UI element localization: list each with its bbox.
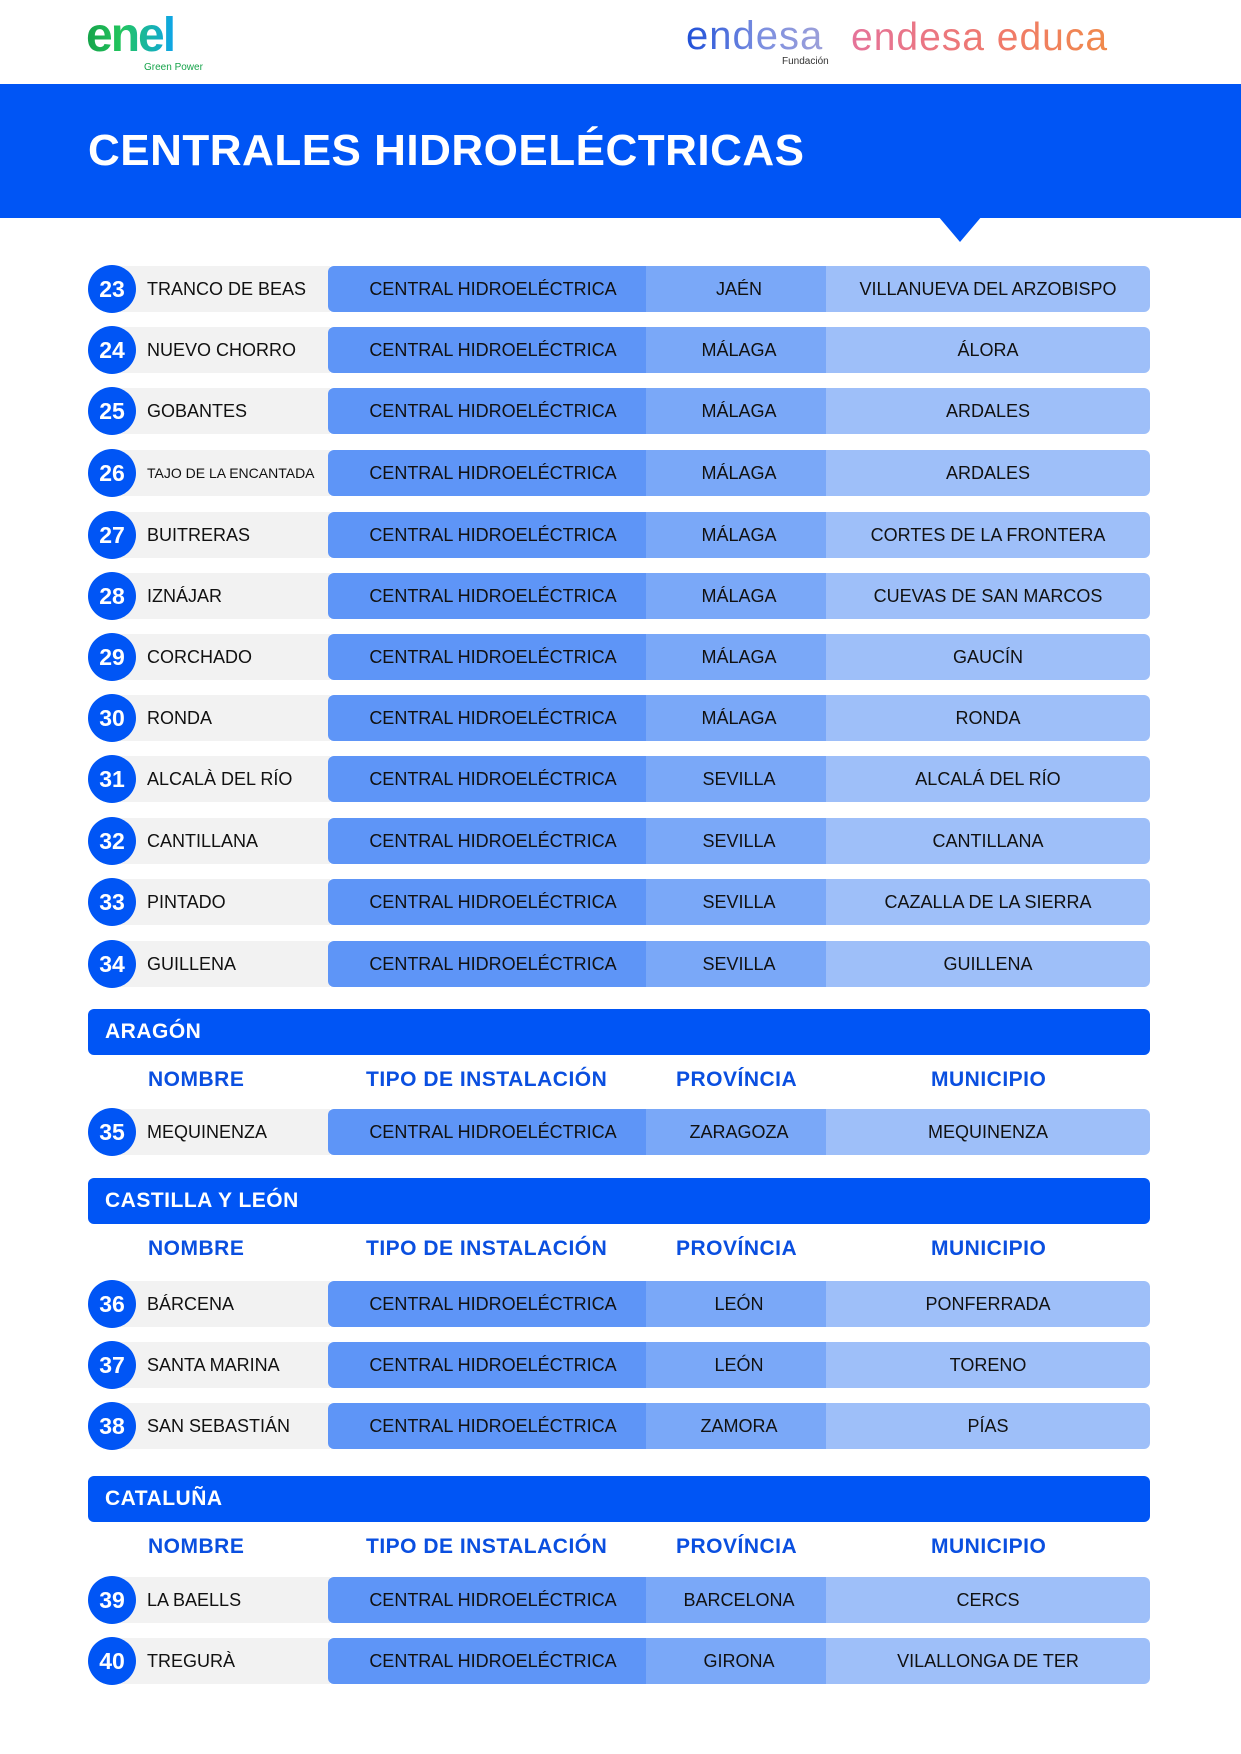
plant-name: SANTA MARINA [147,1355,280,1375]
column-header-type: TIPO DE INSTALACIÓN [366,1068,608,1091]
installation-type-cell: CENTRAL HIDROELÉCTRICA [328,756,658,802]
municipality-cell: PÍAS [826,1403,1150,1449]
row-number-badge: 24 [88,326,136,374]
municipality-cell: ARDALES [826,388,1150,434]
installation-type-cell: CENTRAL HIDROELÉCTRICA [328,450,658,496]
row-number-badge: 25 [88,387,136,435]
municipality-cell: VILLANUEVA DEL ARZOBISPO [826,266,1150,312]
installation-type-cell: CENTRAL HIDROELÉCTRICA [328,388,658,434]
endesa-logo-word: endesa [686,12,836,60]
table-row [88,512,1150,558]
installation-type-cell: CENTRAL HIDROELÉCTRICA [328,327,658,373]
endesa-fundacion-logo [686,12,836,72]
municipality-cell: ÁLORA [826,327,1150,373]
region-header: ARAGÓN [88,1009,1150,1055]
table-row [88,450,1150,496]
province-cell: MÁLAGA [646,512,832,558]
title-band-notch [938,216,982,242]
province-cell: JAÉN [646,266,832,312]
installation-type-cell: CENTRAL HIDROELÉCTRICA [328,1577,658,1623]
column-header-municipality: MUNICIPIO [931,1237,1047,1260]
column-headers [88,1234,1150,1264]
municipality-cell: CANTILLANA [826,818,1150,864]
row-number-badge: 31 [88,755,136,803]
column-header-municipality: MUNICIPIO [931,1535,1047,1558]
municipality-cell: PONFERRADA [826,1281,1150,1327]
installation-type-cell: CENTRAL HIDROELÉCTRICA [328,1109,658,1155]
province-cell: MÁLAGA [646,450,832,496]
province-cell: MÁLAGA [646,573,832,619]
row-number-badge: 37 [88,1341,136,1389]
row-number-badge: 29 [88,633,136,681]
column-header-name: NOMBRE [148,1237,245,1260]
plant-name: BÁRCENA [147,1294,235,1314]
region-header: CATALUÑA [88,1476,1150,1522]
province-cell: BARCELONA [646,1577,832,1623]
table-row [88,941,1150,987]
header-logos [0,0,1241,84]
installation-type-cell: CENTRAL HIDROELÉCTRICA [328,1403,658,1449]
municipality-cell: CERCS [826,1577,1150,1623]
plant-name: LA BAELLS [147,1590,242,1610]
column-header-province: PROVÍNCIA [676,1535,798,1558]
plant-name: ALCALÀ DEL RÍO [147,769,293,789]
plant-name: TRANCO DE BEAS [147,279,307,299]
endesa-educa-logo: endesa educa [851,14,1108,62]
row-number-badge: 39 [88,1576,136,1624]
page-title: CENTRALES HIDROELÉCTRICAS [88,126,805,175]
province-cell: MÁLAGA [646,327,832,373]
province-cell: MÁLAGA [646,388,832,434]
plant-name: SAN SEBASTIÁN [147,1416,291,1436]
municipality-cell: MEQUINENZA [826,1109,1150,1155]
plant-name: TAJO DE LA ENCANTADA [147,465,315,481]
plant-name: PINTADO [147,892,226,912]
table-row [88,879,1150,925]
row-number-badge: 38 [88,1402,136,1450]
table-row [88,266,1150,312]
municipality-cell: CAZALLA DE LA SIERRA [826,879,1150,925]
column-header-type: TIPO DE INSTALACIÓN [366,1535,608,1558]
column-header-name: NOMBRE [148,1535,245,1558]
province-cell: SEVILLA [646,941,832,987]
installation-type-cell: CENTRAL HIDROELÉCTRICA [328,1638,658,1684]
row-number-badge: 30 [88,694,136,742]
endesa-logo-subtitle: Fundación [782,56,829,67]
row-number-badge: 40 [88,1637,136,1685]
plant-name: CORCHADO [147,647,253,667]
installation-type-cell: CENTRAL HIDROELÉCTRICA [328,879,658,925]
row-number-badge: 32 [88,817,136,865]
table-row [88,388,1150,434]
table-row [88,573,1150,619]
plant-name: NUEVO CHORRO [147,340,297,360]
municipality-cell: ALCALÁ DEL RÍO [826,756,1150,802]
row-number-badge: 35 [88,1108,136,1156]
enel-green-power-logo [86,8,206,78]
column-headers [88,1065,1150,1095]
municipality-cell: GAUCÍN [826,634,1150,680]
column-header-type: TIPO DE INSTALACIÓN [366,1237,608,1260]
row-number-badge: 34 [88,940,136,988]
province-cell: MÁLAGA [646,634,832,680]
column-header-municipality: MUNICIPIO [931,1068,1047,1091]
plant-name: TREGURÀ [147,1651,236,1671]
column-header-province: PROVÍNCIA [676,1068,798,1091]
municipality-cell: TORENO [826,1342,1150,1388]
plant-name: MEQUINENZA [147,1122,268,1142]
province-cell: SEVILLA [646,756,832,802]
enel-logo-subtitle: Green Power [144,62,203,73]
table-row [88,695,1150,741]
column-headers [88,1532,1150,1562]
row-number-badge: 28 [88,572,136,620]
table-row [88,756,1150,802]
enel-logo-word: enel [86,9,175,62]
table-row [88,1403,1150,1449]
row-number-badge: 23 [88,265,136,313]
plant-name: CANTILLANA [147,831,259,851]
table-row [88,1281,1150,1327]
province-cell: SEVILLA [646,879,832,925]
table-row [88,818,1150,864]
installation-type-cell: CENTRAL HIDROELÉCTRICA [328,634,658,680]
municipality-cell: GUILLENA [826,941,1150,987]
name-cell-bg [110,695,330,741]
plant-name: RONDA [147,708,213,728]
region-header: CASTILLA Y LEÓN [88,1178,1150,1224]
installation-type-cell: CENTRAL HIDROELÉCTRICA [328,512,658,558]
installation-type-cell: CENTRAL HIDROELÉCTRICA [328,941,658,987]
municipality-cell: ARDALES [826,450,1150,496]
municipality-cell: CUEVAS DE SAN MARCOS [826,573,1150,619]
column-header-name: NOMBRE [148,1068,245,1091]
installation-type-cell: CENTRAL HIDROELÉCTRICA [328,266,658,312]
installation-type-cell: CENTRAL HIDROELÉCTRICA [328,695,658,741]
row-number-badge: 27 [88,511,136,559]
column-header-province: PROVÍNCIA [676,1237,798,1260]
municipality-cell: CORTES DE LA FRONTERA [826,512,1150,558]
plant-name: GOBANTES [147,401,248,421]
table-row [88,327,1150,373]
province-cell: LEÓN [646,1342,832,1388]
row-number-badge: 36 [88,1280,136,1328]
province-cell: MÁLAGA [646,695,832,741]
plant-name: GUILLENA [147,954,237,974]
table-row [88,634,1150,680]
row-number-badge: 26 [88,449,136,497]
province-cell: ZARAGOZA [646,1109,832,1155]
plant-name: BUITRERAS [147,525,251,545]
province-cell: GIRONA [646,1638,832,1684]
province-cell: SEVILLA [646,818,832,864]
installation-type-cell: CENTRAL HIDROELÉCTRICA [328,573,658,619]
municipality-cell: RONDA [826,695,1150,741]
table-row [88,1577,1150,1623]
table-row [88,1342,1150,1388]
province-cell: LEÓN [646,1281,832,1327]
table-row [88,1638,1150,1684]
installation-type-cell: CENTRAL HIDROELÉCTRICA [328,818,658,864]
plant-name: IZNÁJAR [147,586,223,606]
table-row [88,1109,1150,1155]
installation-type-cell: CENTRAL HIDROELÉCTRICA [328,1281,658,1327]
municipality-cell: VILALLONGA DE TER [826,1638,1150,1684]
province-cell: ZAMORA [646,1403,832,1449]
row-number-badge: 33 [88,878,136,926]
installation-type-cell: CENTRAL HIDROELÉCTRICA [328,1342,658,1388]
